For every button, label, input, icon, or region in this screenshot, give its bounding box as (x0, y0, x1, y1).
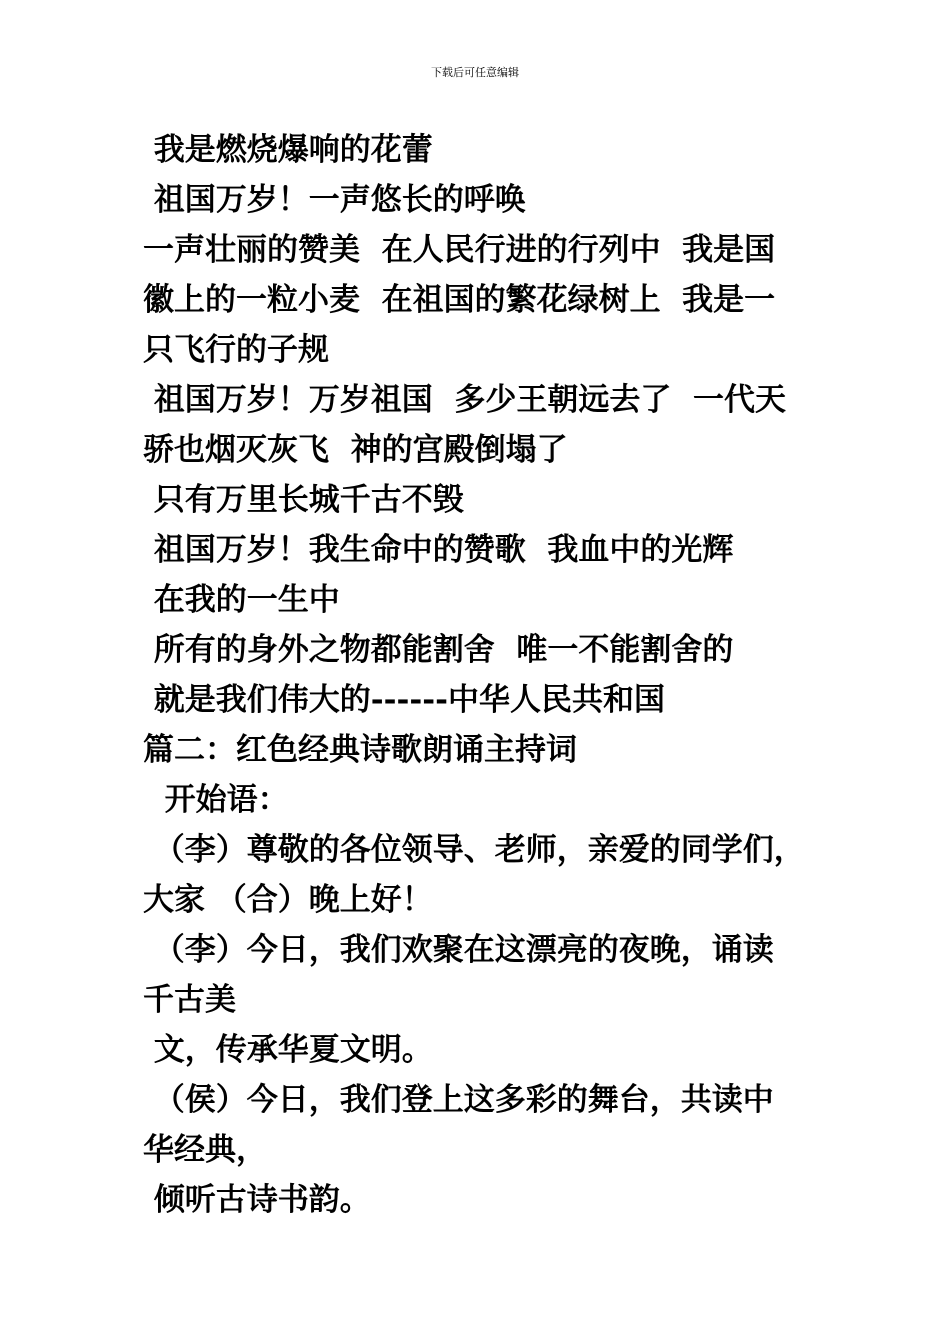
document-body (143, 125, 833, 1225)
text-line: 骄也烟灭灰飞 神的宫殿倒塌了 (143, 432, 568, 468)
text-line: 大家 （合）晚上好！ (143, 882, 433, 918)
text-line: 华经典， (143, 1132, 267, 1168)
text-line: 所有的身外之物都能割舍 唯一不能割舍的 (143, 632, 734, 668)
text-line: 在我的一生中 (143, 582, 340, 618)
text-line: 千古美 (143, 982, 236, 1018)
text-line: 徽上的一粒小麦 在祖国的繁花绿树上 我是一 (143, 282, 776, 318)
text-line: 一声壮丽的赞美 在人民行进的行列中 我是国 (143, 232, 776, 268)
text-line: 我是燃烧爆响的花蕾 (143, 132, 433, 168)
text-line: 只有万里长城千古不毁 (143, 482, 464, 518)
section-heading: 篇二：红色经典诗歌朗诵主持词 (143, 732, 577, 768)
text-line: 开始语： (143, 782, 289, 818)
page-header-note: 下载后可任意编辑 (431, 66, 519, 79)
text-line: 祖国万岁！我生命中的赞歌 我血中的光辉 (143, 532, 734, 568)
text-line: （李）尊敬的各位领导、老师，亲爱的同学们， (143, 832, 805, 868)
text-line: 只飞行的子规 (143, 332, 329, 368)
text-line: 祖国万岁！万岁祖国 多少王朝远去了 一代天 (143, 382, 786, 418)
text-line: 文，传承华夏文明。 (143, 1032, 433, 1068)
text-line: 倾听古诗书韵。 (143, 1182, 371, 1218)
text-line: （李）今日，我们欢聚在这漂亮的夜晚，诵读 (143, 932, 774, 968)
text-line: （侯）今日，我们登上这多彩的舞台，共读中 (143, 1082, 774, 1118)
text-line: 祖国万岁！一声悠长的呼唤 (143, 182, 526, 218)
text-line: 就是我们伟大的------中华人民共和国 (143, 682, 665, 718)
